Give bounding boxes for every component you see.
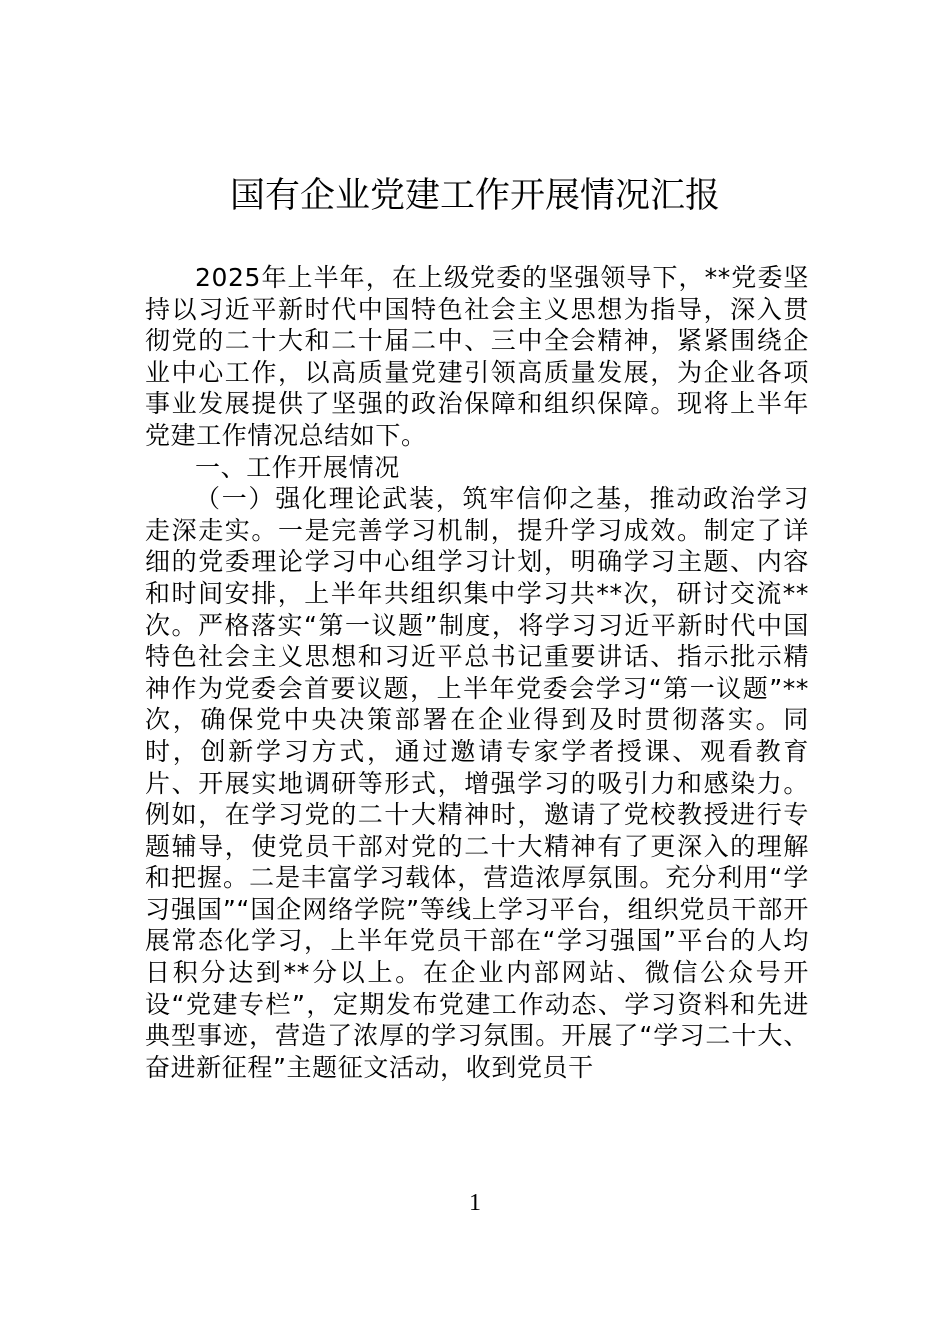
document-body <box>145 262 809 1083</box>
page-number: 1 <box>469 1190 481 1216</box>
section-heading: 一、工作开展情况 <box>195 452 400 482</box>
intro-paragraph: 2025年上半年，在上级党委的坚强领导下，**党委坚持以习近平新时代中国特色社会主义思想为指导，深入贯彻党的二十大和二十届二中、三中全会精神，紧紧围绕企业中心工作，以高质量党建引领高质量发展，为企业各项事业发展提供了坚强的政治保障和组织保障。现将上半年党建工作情况总结如下。 <box>145 263 809 450</box>
subsection-paragraph: （一）强化理论武装，筑牢信仰之基，推动政治学习走深走实。一是完善学习机制，提升学习成效。制定了详细的党委理论学习中心组学习计划，明确学习主题、内容和时间安排，上半年共组织集中学习共**次，研讨交流**次。严格落实“第一议题”制度，将学习习近平新时代中国特色社会主义思想和习近平总书记重要讲话、指示批示精神作为党委会首要议题，上半年党委会学习“第一议题”**次，确保党中央决策部署在企业得到及时贯彻落实。同时，创新学习方式，通过邀请专家学者授课、观看教育片、开展实地调研等形式，增强学习的吸引力和感染力。例如，在学习党的二十大精神时，邀请了党校教授进行专题辅导，使党员干部对党的二十大精神有了更深入的理解和把握。二是丰富学习载体，营造浓厚氛围。充分利用“学习强国”“国企网络学院”等线上学习平台，组织党员干部开展常态化学习，上半年党员干部在“学习强国”平台的人均日积分达到**分以上。在企业内部网站、微信公众号开设“党建专栏”，定期发布党建工作动态、学习资料和先进典型事迹，营造了浓厚的学习氛围。开展了“学习二十大、奋进新征程”主题征文活动，收到党员干 <box>145 484 809 1082</box>
document-title: 国有企业党建工作开展情况汇报 <box>229 176 720 216</box>
